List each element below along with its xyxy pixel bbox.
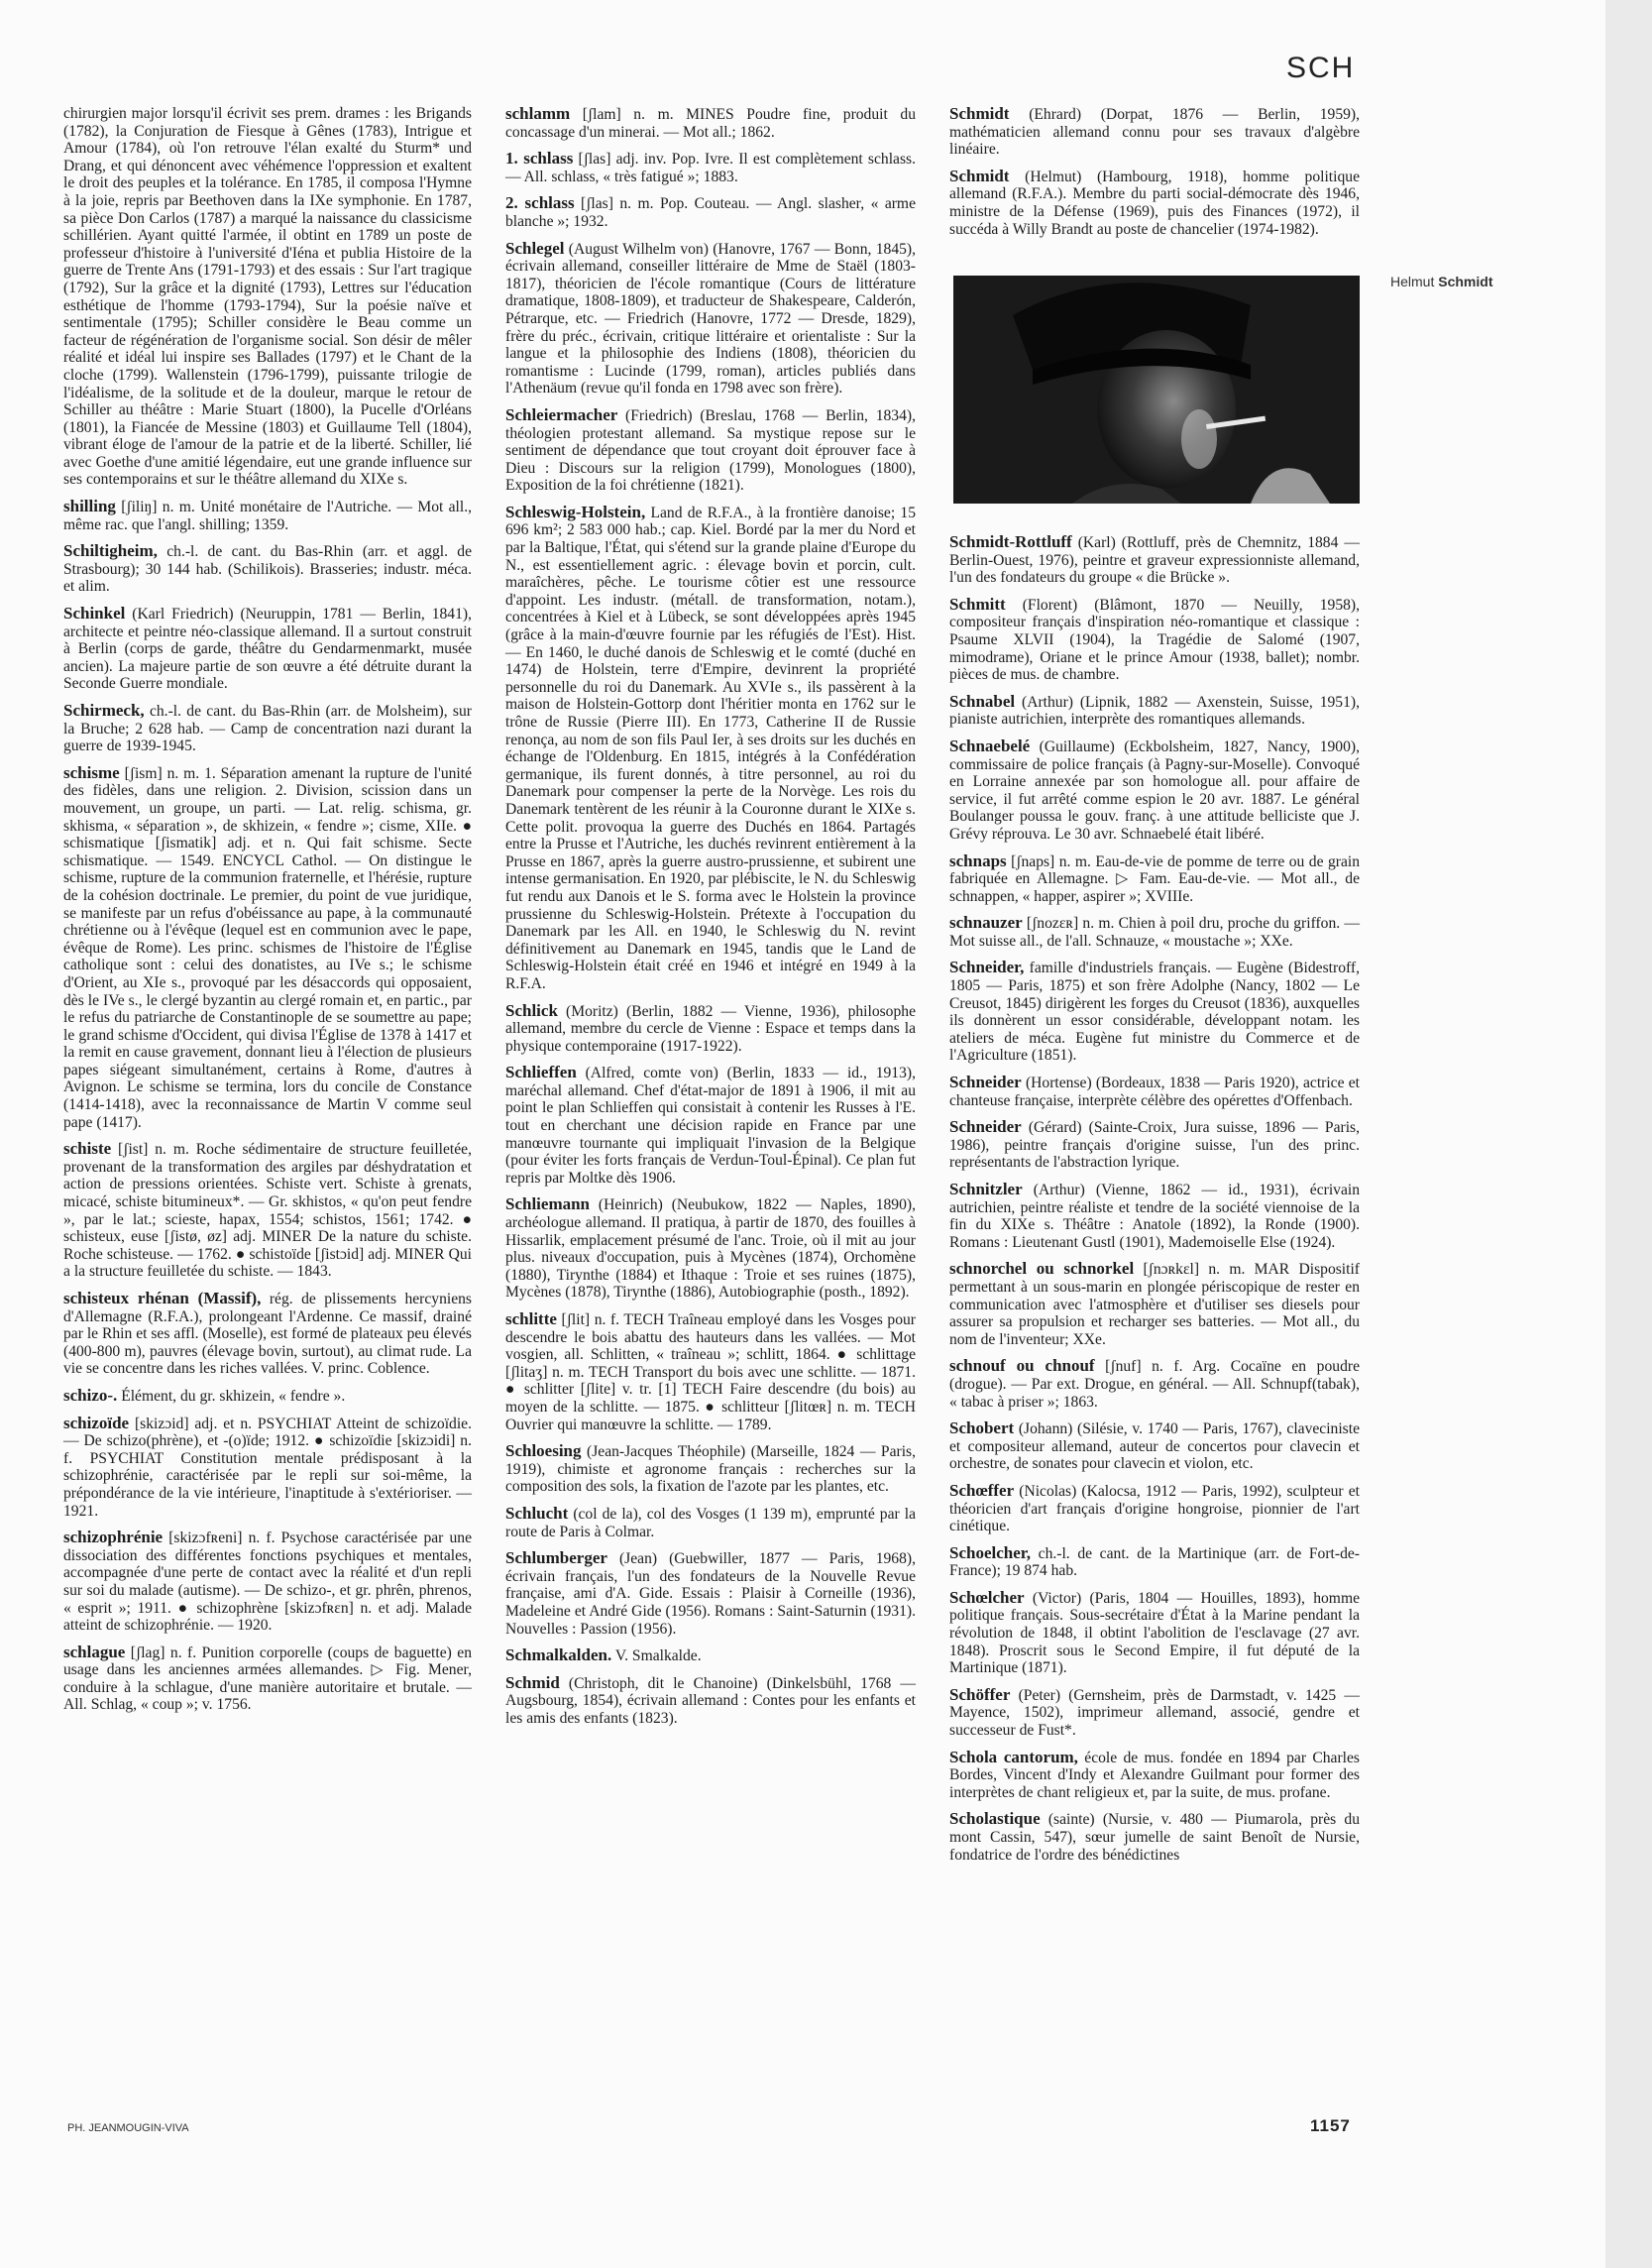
- entry-headword: Schmidt-Rottluff: [949, 532, 1072, 551]
- dictionary-entry: [505, 150, 916, 185]
- entry-headword: Schloesing: [505, 1441, 582, 1461]
- dictionary-entry: [505, 240, 916, 397]
- entry-headword: Schola cantorum,: [949, 1747, 1078, 1766]
- portrait-photo: [953, 276, 1360, 504]
- entry-headword: Schlucht: [505, 1503, 569, 1523]
- entry-headword: Schlick: [505, 1000, 558, 1020]
- dictionary-entry: [63, 1387, 472, 1406]
- dictionary-entry: [949, 533, 1360, 587]
- scanner-edge: [1605, 0, 1652, 2268]
- dictionary-entry: [949, 959, 1360, 1065]
- caption-first-name: Helmut: [1390, 274, 1435, 289]
- entry-headword: Schnaebelé: [949, 736, 1031, 755]
- dictionary-entry: [949, 1181, 1360, 1251]
- entry-text: rég. de plissements hercyniens d'Allemagne (R.F.A.), prolongeant l'Ardenne. Ce massif, drainé par le Rhin et ses affl. (Moselle), est formé de plateaux peu élevés (400-800 m), pauvres (élevage bovin, surtout), au climat rude. La vie se concentre dans les riches vallées. V. princ. Coblence.: [63, 1291, 472, 1378]
- entry-headword: schiste: [63, 1139, 112, 1159]
- photo-caption: [1390, 274, 1492, 289]
- entry-headword: Schnitzler: [949, 1180, 1023, 1198]
- dictionary-entry: [505, 105, 916, 141]
- entry-text: (Gérard) (Sainte-Croix, Jura suisse, 1896 — Paris, 1986), peintre français d'origine suisse, l'un des princ. représentants de l'abstraction lyrique.: [949, 1119, 1360, 1172]
- entry-text: (Ehrard) (Dorpat, 1876 — Berlin, 1959), mathématicien allemand connu pour ses travaux d'algèbre linéaire.: [949, 106, 1360, 159]
- entry-headword: Schinkel: [63, 604, 126, 624]
- dictionary-entry: [505, 1505, 916, 1540]
- entry-text: (Johann) (Silésie, v. 1740 — Paris, 1767), claveciniste et compositeur allemand, auteur de concertos pour clavecin et orchestre, de sonates pour clavecin et violon, etc.: [949, 1420, 1360, 1473]
- entry-text: (Arthur) (Lipnik, 1882 — Axenstein, Suisse, 1951), pianiste autrichien, interprète des romantiques allemands.: [949, 693, 1360, 729]
- dictionary-entry: [63, 105, 472, 489]
- entry-headword: Scholastique: [949, 1809, 1041, 1829]
- entry-headword: Schneider: [949, 1073, 1022, 1092]
- dictionary-entry: [949, 1482, 1360, 1535]
- running-head: SCH: [1286, 52, 1356, 84]
- dictionary-entry: [505, 1310, 916, 1433]
- entry-headword: Schœffer: [949, 1480, 1015, 1500]
- entry-text: [ʃism] n. m. 1. Séparation amenant la rupture de l'unité des fidèles, dans une religion. 2. Division, scission dans un mouvement, un groupe, un parti. — Lat. relig. schisma, gr. skhisma, « séparation », de skhizein, « fendre »; cisme, XIIe. ● schismatique [ʃismatik] adj. et n. Qui fait schisme. Secte schismatique. — 1549. ENCYCL Cathol. — On distingue le schisme, rupture de la communion fraternelle, et l'hérésie, rupture de la cohésion doctrinale. Le premier, du point de vue juridique, se manifeste par un refus d'obéissance au pape, à la communauté chrétienne ou à l'évêque (lequel est en communion avec le pape, évêque de Rome). Les princ. schismes de l'histoire de l'Église catholique sont : celui des donatistes, au IVe s.; le schisme d'Orient, au XIe s., provoqué par les désaccords qui opposaient, dès le IVe s., le clergé byzantin au clergé romain et, en partic., par le refus du patriarche de Constantinople de se soumettre au pape; le grand schisme d'Occident, qui divisa l'Église de 1378 à 1417 et la remit en cause gravement, donnant lieu à l'élection de plusieurs papes siégeant simultanément, certains à Rome, d'autres à Avignon. Le schisme se termina, lors du concile de Constance (1414-1418), avec la reconnaissance de Martin V comme seul pape (1417).: [63, 764, 472, 1131]
- entry-headword: Schobert: [949, 1418, 1015, 1438]
- dictionary-entry: [949, 737, 1360, 844]
- dictionary-entry: [505, 406, 916, 495]
- dictionary-entry: [949, 596, 1360, 684]
- dictionary-entry: [949, 168, 1360, 238]
- column-2: [505, 105, 916, 1736]
- dictionary-entry: [63, 702, 472, 755]
- dictionary-entry: [949, 852, 1360, 906]
- entry-text: [ʃnozɛʀ] n. m. Chien à poil dru, proche du griffon. — Mot suisse all., de l'all. Schnauze, « moustache »; XXe.: [949, 915, 1360, 950]
- column-3-top: [949, 105, 1360, 247]
- entry-headword: schnauzer: [949, 913, 1023, 933]
- entry-headword: schisteux rhénan (Massif),: [63, 1289, 262, 1307]
- entry-headword: Schnabel: [949, 691, 1016, 711]
- entry-headword: Schoelcher,: [949, 1542, 1032, 1562]
- entry-text: [ʃlag] n. f. Punition corporelle (coups de baguette) en usage dans les anciennes armées allemandes. ▷ Fig. Mener, conduire à la schlague, d'une manière autoritaire et brutale. — All. Schlag, « coup »; v. 1756.: [63, 1644, 472, 1714]
- entry-text: (Arthur) (Vienne, 1862 — id., 1931), écrivain autrichien, peintre réaliste et tendre de la société viennoise de la fin du XIXe s. Théâtre : Anatole (1892), la Ronde (1900). Romans : Lieutenant Gustl (1901), Mademoiselle Else (1924).: [949, 1182, 1360, 1251]
- entry-headword: schisme: [63, 762, 120, 782]
- dictionary-entry: [949, 1357, 1360, 1411]
- dictionary-entry: [505, 1442, 916, 1496]
- dictionary-entry: [949, 1686, 1360, 1740]
- entry-headword: 2. schlass: [505, 193, 575, 213]
- entry-headword: Schliemann: [505, 1194, 591, 1214]
- entry-text: [ʃlit] n. f. TECH Traîneau employé dans les Vosges pour descendre le bois abattu des hauteurs dans les vallées. — Mot vosgien, all. Schlitten, « traîneau »; schlitt, 1864. ● schlittage [ʃlitaʒ] n. m. TECH Transport du bois avec une schlitte. — 1871. ● schlitter [ʃlite] v. tr. [1] TECH Faire descendre (du bois) au moyen de la schlitte. — 1875. ● schlitteur [ʃlitœʀ] n. m. TECH Ouvrier qui manœuvre la schlitte. — 1789.: [505, 1311, 916, 1433]
- entry-headword: Schmalkalden.: [505, 1645, 612, 1665]
- column-3: [949, 533, 1360, 1872]
- dictionary-entry: [505, 1002, 916, 1056]
- dictionary-entry: [505, 1549, 916, 1638]
- entry-text: (Florent) (Blâmont, 1870 — Neuilly, 1958), compositeur français d'inspiration néo-romantique et classique : Psaume XLVII (1904), la Tragédie de Salomé (1907, mimodrame), Oriane et le prince Amour (1938, ballet); nombr. pièces de mus. de chambre.: [949, 596, 1360, 684]
- entry-text: ch.-l. de cant. du Bas-Rhin (arr. et aggl. de Strasbourg); 30 144 hab. (Schilikois). Brasseries; industr. méca. et alim.: [63, 543, 472, 596]
- entry-text: ch.-l. de cant. de la Martinique (arr. de Fort-de-France); 19 874 hab.: [949, 1544, 1360, 1580]
- entry-text: [ʃnɔʀkɛl] n. m. MAR Dispositif permettant à un sous-marin en plongée périscopique de rester en communication avec l'atmosphère et d'utiliser ses diesels pour assurer sa propulsion et recharger ses batteries. — Mot all., du nom de l'inventeur; XXe.: [949, 1261, 1360, 1348]
- entry-text: (Helmut) (Hambourg, 1918), homme politique allemand (R.F.A.). Membre du parti social-démocrate dès 1946, ministre de la Défense (1969), puis des Finances (1972), il succéda à Willy Brandt au poste de chancelier (1974-1982).: [949, 168, 1360, 238]
- dictionary-entry: [949, 105, 1360, 159]
- entry-text: (Hortense) (Bordeaux, 1838 — Paris 1920), actrice et chanteuse française, interprète célèbre des opérettes d'Offenbach.: [949, 1075, 1360, 1109]
- dictionary-entry: [63, 605, 472, 693]
- entry-headword: Schœlcher: [949, 1587, 1025, 1607]
- dictionary-entry: [949, 1074, 1360, 1109]
- dictionary-entry: [63, 764, 472, 1131]
- entry-text: (Karl Friedrich) (Neuruppin, 1781 — Berlin, 1841), architecte et peintre néo-classique allemand. Il a surtout construit à Berlin (corps de garde, théâtre du Gendarmenmarkt, musée ancien). La majeure partie de son œuvre a été détruite durant la Seconde Guerre mondiale.: [63, 606, 472, 693]
- entry-text: (sainte) (Nursie, v. 480 — Piumarola, près du mont Cassin, 547), sœur jumelle de saint Benoît de Nursie, fondatrice de l'ordre des bénédictines: [949, 1811, 1360, 1864]
- dictionary-entry: [63, 542, 472, 596]
- entry-text: famille d'industriels français. — Eugène (Bidestroff, 1805 — Paris, 1875) et son frère Adolphe (Nancy, 1802 — Le Creusot, 1845) dirigèrent les forges du Creusot (1836), auxquelles ils donnèrent un essor considérable, développant notam. les ateliers de méca. Eugène fut ministre du Commerce et de l'Agriculture (1851).: [949, 960, 1360, 1065]
- entry-headword: Schirmeck,: [63, 701, 145, 720]
- dictionary-entry: [505, 194, 916, 230]
- entry-headword: schnouf ou chnouf: [949, 1356, 1095, 1376]
- entry-headword: Schneider: [949, 1117, 1022, 1137]
- dictionary-entry: [63, 1529, 472, 1635]
- entry-text: (Friedrich) (Breslau, 1768 — Berlin, 1834), théologien protestant allemand. Sa mystique repose sur le sentiment de dépendance que tout croyant doit éprouver face à Dieu : Discours sur la religion (1799), Monologues (1800), Exposition de la foi chrétienne (1821).: [505, 406, 916, 495]
- entry-headword: Schmid: [505, 1672, 560, 1692]
- entry-headword: schnaps: [949, 850, 1007, 870]
- entry-text: [ʃnaps] n. m. Eau-de-vie de pomme de terre ou de grain fabriquée en Allemagne. ▷ Fam. Eau-de-vie. — Mot all., de schnappen, « happer, aspirer »; XVIIIe.: [949, 852, 1360, 905]
- dictionary-entry: [949, 693, 1360, 729]
- dictionary-entry: [63, 1644, 472, 1714]
- entry-headword: schlague: [63, 1642, 126, 1661]
- entry-text: [ʃlam] n. m. MINES Poudre fine, produit du concassage d'un minerai. — Mot all.; 1862.: [505, 106, 916, 141]
- entry-headword: Schlumberger: [505, 1548, 607, 1568]
- entry-text: [ʃnuf] n. f. Arg. Cocaïne en poudre (drogue). — Par ext. Drogue, en général. — All. Schnupf(tabak), « tabac à priser »; 1863.: [949, 1358, 1360, 1411]
- entry-text: (Nicolas) (Kalocsa, 1912 — Paris, 1992), sculpteur et théoricien d'art français d'origine hongroise, pionnier de l'art cinétique.: [949, 1482, 1360, 1535]
- dictionary-entry: [949, 1544, 1360, 1580]
- entry-text: (August Wilhelm von) (Hanovre, 1767 — Bonn, 1845), écrivain allemand, conseiller littéraire de Mme de Staël (1803-1817), théoricien de l'école romantique (Cours de littérature dramatique, 1808-1809), et traducteur de Shakespeare, Calderón, Pétrarque, etc. — Friedrich (Hanovre, 1772 — Dresde, 1829), frère du préc., écrivain, critique littéraire et orientaliste : Sur la langue et la philosophie des Indiens (1808), théoricien du romantisme : Lucinde (1799, roman), articles publiés dans l'Athenäum (revue qu'il fonda en 1798 avec son frère).: [505, 240, 916, 397]
- dictionary-entry: [949, 914, 1360, 950]
- entry-text: (Jean) (Guebwiller, 1877 — Paris, 1968), écrivain français, l'un des fondateurs de la Nouvelle Revue française, ami d'A. Gide. Essais : Plaisir à Corneille (1936), Madeleine et André Gide (1956). Romans : Saint-Saturnin (1931). Nouvelles : Passion (1956).: [505, 1550, 916, 1638]
- entry-text: (Guillaume) (Eckbolsheim, 1827, Nancy, 1900), commissaire de police français (à Pagny-sur-Moselle). Convoqué en Lorraine annexée par son homologue all. pour affaire de service, il fut arrêté comme espion le 20 avr. 1887. Le général Boulanger poussa le gouv. franç. à une attitude belliciste que J. Grévy réprouva. Le 30 avr. Schnaebelé était libéré.: [949, 737, 1360, 843]
- entry-text: [ʃlas] n. m. Pop. Couteau. — Angl. slasher, « arme blanche »; 1932.: [505, 195, 916, 230]
- page-number: 1157: [1310, 2116, 1351, 2135]
- dictionary-entry: [505, 1195, 916, 1302]
- entry-text: (Alfred, comte von) (Berlin, 1833 — id., 1913), maréchal allemand. Chef d'état-major de 1891 à 1906, il mit au point le plan Schlieffen qui consistait à contenir les Russes à l'E. tout en cherchant une décision rapide en France par une manœuvre tournante qui impliquait l'invasion de la Belgique (pour éviter les forts français de Verdun-Toul-Épinal). Ce plan fut repris par Moltke dès 1906.: [505, 1065, 916, 1187]
- entry-headword: schlamm: [505, 104, 571, 123]
- entry-text: (Peter) (Gernsheim, près de Darmstadt, v. 1425 — Mayence, 1502), imprimeur allemand, associé, gendre et successeur de Fust*.: [949, 1686, 1360, 1740]
- entry-headword: Schleswig-Holstein,: [505, 502, 646, 521]
- dictionary-entry: [63, 1140, 472, 1281]
- entry-headword: Schlieffen: [505, 1063, 577, 1082]
- entry-text: [skizɔfʀeni] n. f. Psychose caractérisée par une dissociation des différentes fonctions psychiques et mentales, accompagnée d'une perte de contact avec la réalité et d'un repli sur soi du malade (autisme). — De schizo-, et gr. phrên, phrenos, « esprit »; 1911. ● schizophrène [skizɔfʀɛn] n. et adj. Malade atteint de schizophrénie. — 1920.: [63, 1530, 472, 1635]
- entry-headword: Schiltigheim,: [63, 541, 158, 561]
- column-1: [63, 105, 472, 1723]
- entry-text: (Karl) (Rottluff, près de Chemnitz, 1884 — Berlin-Ouest, 1976), peintre et graveur expressionniste allemand, l'un des fondateurs du groupe « die Brücke ».: [949, 534, 1360, 587]
- entry-headword: schizoïde: [63, 1413, 130, 1432]
- entry-headword: schizophrénie: [63, 1528, 164, 1547]
- entry-text: [ʃlas] adj. inv. Pop. Ivre. Il est complètement schlass. — All. schlass, « très fatigué »; 1883.: [505, 151, 917, 185]
- dictionary-entry: [949, 1118, 1360, 1172]
- entry-headword: Schlegel: [505, 238, 565, 258]
- entry-headword: schnorchel ou schnorkel: [949, 1259, 1135, 1279]
- entry-text: ch.-l. de cant. du Bas-Rhin (arr. de Molsheim), sur la Bruche; 2 628 hab. — Camp de concentration nazi durant la guerre de 1939-1945.: [63, 703, 472, 755]
- entry-text: (Heinrich) (Neubukow, 1822 — Naples, 1890), archéologue allemand. Il pratiqua, à partir de 1870, des fouilles à Hissarlik, emplacement présumé de l'anc. Troie, où il mit au jour plus. niveaux d'occupation, puis à Mycènes (1874), Orchomène (1880), Tirynthe (1884) et Ithaque : Troie et ses ruines (1875), Mycènes (1878), Tirynthe (1886), Autobiographie (posth., 1892).: [505, 1196, 916, 1302]
- entry-text: (col de la), col des Vosges (1 139 m), emprunté par la route de Paris à Colmar.: [505, 1505, 916, 1540]
- entry-text: (Jean-Jacques Théophile) (Marseille, 1824 — Paris, 1919), chimiste et agronome français : recherches sur la composition des sols, la fixation de l'azote par les plantes, etc.: [505, 1443, 916, 1496]
- entry-headword: schlitte: [505, 1309, 557, 1328]
- entry-text: V. Smalkalde.: [611, 1647, 702, 1665]
- dictionary-entry: [63, 1415, 472, 1521]
- dictionary-entry: [505, 1646, 916, 1665]
- dictionary-entry: [505, 1674, 916, 1728]
- entry-headword: schizo-.: [63, 1385, 118, 1405]
- entry-text: [ʃiliŋ] n. m. Unité monétaire de l'Autriche. — Mot all., même rac. que l'angl. shilling; 1359.: [63, 499, 472, 533]
- entry-text: (Christoph, dit le Chanoine) (Dinkelsbühl, 1768 — Augsbourg, 1854), écrivain allemand : Contes pour les enfants et les amis des enfants (1823).: [505, 1674, 916, 1727]
- entry-headword: Schmidt: [949, 104, 1010, 123]
- dictionary-entry: [949, 1589, 1360, 1677]
- photo-credit: PH. JEANMOUGIN-VIVA: [67, 2122, 189, 2134]
- entry-headword: shilling: [63, 497, 116, 516]
- dictionary-entry: [505, 1064, 916, 1187]
- entry-headword: Schöffer: [949, 1684, 1011, 1704]
- entry-headword: 1. schlass: [505, 149, 574, 169]
- entry-headword: Schleiermacher: [505, 404, 618, 424]
- caption-last-name: Schmidt: [1438, 274, 1493, 289]
- entry-headword: Schneider,: [949, 958, 1025, 977]
- dictionary-entry: [949, 1419, 1360, 1473]
- entry-text: [skizɔid] adj. et n. PSYCHIAT Atteint de schizoïdie. — De schizo(phrène), et -(o)ïde; 1912. ● schizoïdie [skizɔidi] n. f. PSYCHIAT Constitution mentale prédisposant à la schizophrénie, caractérisée par le repli sur soi-même, la prépondérance de la vie intérieure, l'inaptitude à s'extérioriser. — 1921.: [63, 1415, 472, 1520]
- dictionary-entry: [505, 504, 916, 993]
- entry-text: école de mus. fondée en 1894 par Charles Bordes, Vincent d'Indy et Alexandre Guilmant pour former des interprètes de chant religieux et, par la suite, de mus. profane.: [949, 1749, 1360, 1801]
- entry-text: (Moritz) (Berlin, 1882 — Vienne, 1936), philosophe allemand, membre du cercle de Vienne : Espace et temps dans la physique contemporaine (1917-1922).: [505, 1002, 916, 1055]
- dictionary-entry: [63, 1290, 472, 1378]
- dictionary-entry: [949, 1749, 1360, 1802]
- dictionary-entry: [63, 498, 472, 533]
- entry-text: (Victor) (Paris, 1804 — Houilles, 1893), homme politique français. Sous-secrétaire d'État à la Marine pendant la révolution de 1848, il obtint l'abolition de l'esclavage (27 avr. 1848). Proscrit sous le Second Empire, il fut député de la Martinique (1871).: [949, 1589, 1360, 1677]
- entry-headword: Schmitt: [949, 594, 1006, 614]
- entry-text: Élément, du gr. skhizein, « fendre ».: [117, 1387, 346, 1405]
- helmut-schmidt-photo: [953, 276, 1360, 504]
- entry-text: [ʃist] n. m. Roche sédimentaire de structure feuilletée, provenant de la transformation des argiles par déshydratation et action de pressions orientées. Schiste vert. Schiste à grenats, micacé, schiste bitumineux*. — Gr. skhistos, « qu'on peut fendre », par le lat.; scieste, hapax, 1554; schistos, 1561; 1742. ● schisteux, euse [ʃistø, øz] adj. MINER De la nature du schiste. Roche schisteuse. — 1762. ● schistoïde [ʃistɔid] adj. MINER Qui a la structure feuilletée du schiste. — 1843.: [63, 1141, 472, 1281]
- entry-text: chirurgien major lorsqu'il écrivit ses prem. drames : les Brigands (1782), la Conjuration de Fiesque à Gênes (1783), Intrigue et Amour (1784), où l'on retrouve l'élan exalté du Sturm* und Drang, et qui dénoncent avec véhémence l'oppression et exaltent le droit des peuples et la tolérance. En 1785, il composa l'Hymne à la joie, repris par Beethoven dans la IXe symphonie. En 1787, sa pièce Don Carlos (1787) a marqué la naissance du classicisme schillérien. Ayant quitté l'armée, il obtint en 1789 un poste de professeur d'histoire à l'université d'Iéna et publia Histoire de la guerre de Trente Ans (1791-1793) et des essais : Sur l'art tragique (1792), Sur la grâce et la dignité (1793), Lettres sur l'éducation esthétique de l'homme (1793-1794), Sur la poésie naïve et sentimentale (1795); Schiller considère le Beau comme un facteur de régénération de l'organisme social. Son désir de mêler réalité et idéal lui inspire ses Ballades (1797) et le Chant de la cloche (1799). Wallenstein (1796-1799), puissante trilogie de l'idéalisme, de la solitude et de la douleur, marque le retour de Schiller au théâtre : Marie Stuart (1800), la Pucelle d'Orléans (1801), la Fiancée de Messine (1803) et Guillaume Tell (1804), vibrant éloge de l'amour de la patrie et de la liberté. Schiller, lié avec Goethe d'une amitié légendaire, eut une grande influence sur ses contemporains et sur le théâtre allemand du XIXe s.: [63, 105, 472, 489]
- dictionary-entry: [949, 1260, 1360, 1348]
- entry-text: Land de R.F.A., à la frontière danoise; 15 696 km²; 2 583 000 hab.; cap. Kiel. Bordé par la mer du Nord et par la Baltique, l'État, qui s'étend sur la grande plaine d'Europe du N., est essentiellement agric. : élevage bovin et porcin, cult. maraîchères, pêche. Le tourisme côtier est une ressource d'appoint. Les industr. (métall. de transformation, notam.), concentrées à Kiel et à Lübeck, se sont développées après 1945 (grâce à la main-d'œuvre fournie par les réfugiés de l'Est). Hist. — En 1460, le duché danois de Schleswig et le comté (duché en 1474) de Holstein, terre d'Empire, devinrent la propriété personnelle du roi du Danemark. Au XVIe s., ils passèrent à la maison de Holstein-Gottorp dont l'héritier monta en 1762 sur le trône de Russie (Pierre III). En 1773, Catherine II de Russie renonça, au nom de son fils Paul Ier, à ses droits sur les duchés en échange de l'Oldenburg. En 1815, intégrés à la Confédération germanique, ils furent donnés, à titre personnel, au roi du Danemark pour compenser la perte de la Norvège. Les rois du Danemark tentèrent de les réunir à la Couronne durant le XIXe s. Cette polit. provoqua la guerre des Duchés en 1864. Partagés entre la Prusse et l'Autriche, les duchés revinrent entièrement à la Prusse en 1867, après la guerre austro-prussienne, et subirent une intense germanisation. En 1920, par plébiscite, le N. du Schleswig fut rendu aux Danois et le S. forma avec le Holstein la province prussienne du Schleswig-Holstein. Prétexte à l'occupation du Danemark par les All. en 1940, le Schleswig du N. revint définitivement au Danemark en 1945, tandis que le Land de Schleswig-Holstein était créé en 1946 et intégré en 1949 à la R.F.A.: [505, 504, 916, 992]
- dictionary-entry: [949, 1810, 1360, 1864]
- entry-headword: Schmidt: [949, 166, 1010, 185]
